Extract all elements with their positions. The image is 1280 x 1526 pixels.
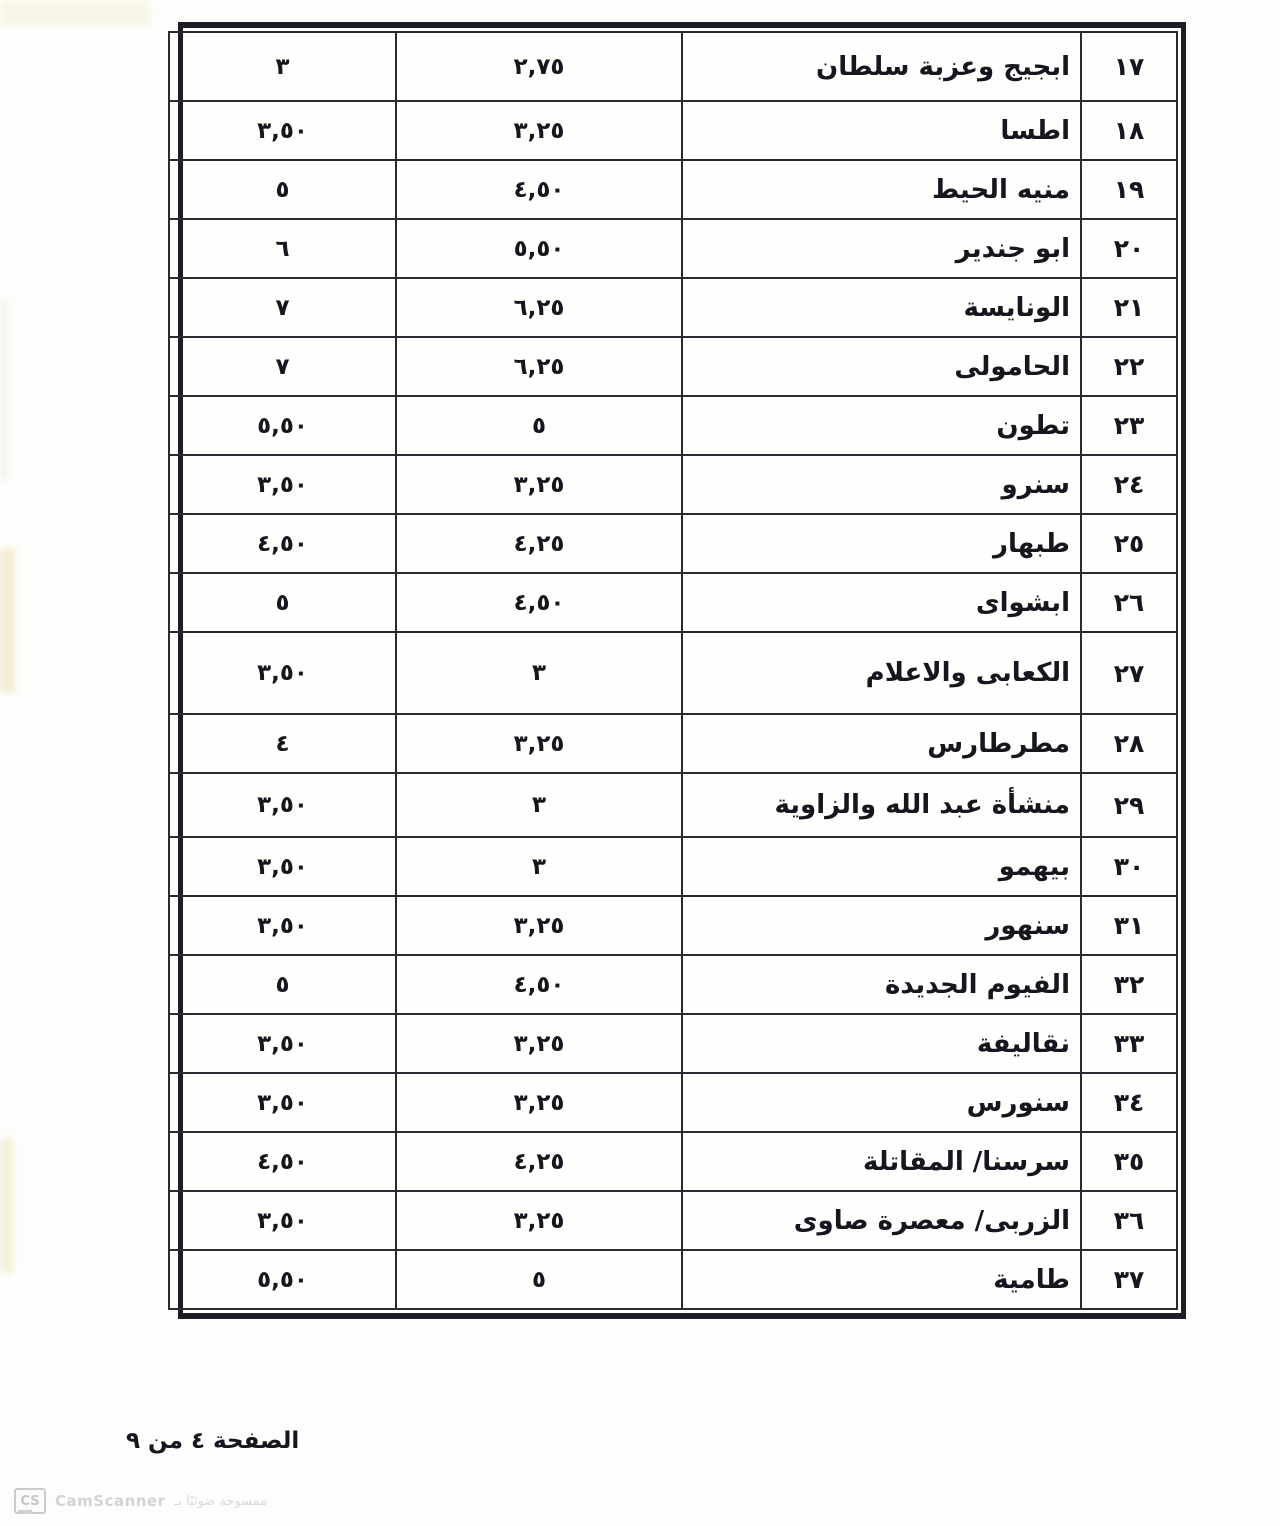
table-row (169, 1132, 1177, 1191)
value-cell-middle: ٤,٢٥ (396, 514, 682, 573)
table-row (169, 955, 1177, 1014)
value-cell-left: ٣,٥٠ (169, 837, 396, 896)
table-row (169, 160, 1177, 219)
row-number-cell: ٢٨ (1081, 714, 1177, 773)
scan-artifact (0, 548, 15, 693)
row-number-cell: ٣٣ (1081, 1014, 1177, 1073)
value-cell-middle: ٢,٧٥ (396, 32, 682, 101)
village-name-cell: الونايسة (682, 278, 1081, 337)
row-number-cell: ٢٣ (1081, 396, 1177, 455)
village-name-cell: سرسنا/ المقاتلة (682, 1132, 1081, 1191)
value-cell-middle: ٣,٢٥ (396, 714, 682, 773)
row-number-cell: ١٩ (1081, 160, 1177, 219)
value-cell-left: ٤ (169, 714, 396, 773)
village-name-cell: سنهور (682, 896, 1081, 955)
village-name-cell: ابو جندير (682, 219, 1081, 278)
table-row (169, 632, 1177, 714)
row-number-cell: ٢٩ (1081, 773, 1177, 837)
value-cell-middle: ٣,٢٥ (396, 455, 682, 514)
row-number-cell: ٣٦ (1081, 1191, 1177, 1250)
value-cell-left: ٣,٥٠ (169, 1191, 396, 1250)
value-cell-middle: ٣ (396, 773, 682, 837)
row-number-cell: ١٨ (1081, 101, 1177, 160)
table-row (169, 278, 1177, 337)
value-cell-middle: ٣ (396, 837, 682, 896)
rates-table (178, 22, 1186, 1319)
village-name-cell: الحامولى (682, 337, 1081, 396)
value-cell-middle: ٣,٢٥ (396, 1073, 682, 1132)
row-number-cell: ٣٤ (1081, 1073, 1177, 1132)
value-cell-middle: ٤,٥٠ (396, 573, 682, 632)
table-row (169, 1250, 1177, 1309)
camscanner-watermark (14, 1488, 267, 1514)
row-number-cell: ١٧ (1081, 32, 1177, 101)
table-row (169, 32, 1177, 101)
table-row (169, 337, 1177, 396)
table-row (169, 896, 1177, 955)
value-cell-middle: ٤,٥٠ (396, 160, 682, 219)
village-name-cell: منيه الحيط (682, 160, 1081, 219)
value-cell-middle: ٦,٢٥ (396, 278, 682, 337)
value-cell-left: ٣,٥٠ (169, 1073, 396, 1132)
value-cell-left: ٣,٥٠ (169, 455, 396, 514)
value-cell-middle: ٣,٢٥ (396, 896, 682, 955)
table-row (169, 101, 1177, 160)
table-row (169, 396, 1177, 455)
table-row (169, 837, 1177, 896)
row-number-cell: ٣٥ (1081, 1132, 1177, 1191)
table-row (169, 714, 1177, 773)
scan-artifact (0, 300, 8, 480)
value-cell-middle: ٥ (396, 1250, 682, 1309)
value-cell-middle: ٣,٢٥ (396, 1191, 682, 1250)
value-cell-left: ٣,٥٠ (169, 773, 396, 837)
village-name-cell: طبهار (682, 514, 1081, 573)
value-cell-left: ٣ (169, 32, 396, 101)
village-name-cell: الفيوم الجديدة (682, 955, 1081, 1014)
value-cell-left: ٥,٥٠ (169, 1250, 396, 1309)
value-cell-left: ٣,٥٠ (169, 632, 396, 714)
value-cell-middle: ٦,٢٥ (396, 337, 682, 396)
rates-table-grid (168, 31, 1178, 1310)
village-name-cell: ابجيج وعزبة سلطان (682, 32, 1081, 101)
value-cell-left: ٥ (169, 573, 396, 632)
value-cell-left: ٤,٥٠ (169, 1132, 396, 1191)
row-number-cell: ٢٠ (1081, 219, 1177, 278)
row-number-cell: ٢٥ (1081, 514, 1177, 573)
value-cell-left: ٧ (169, 337, 396, 396)
table-body (169, 32, 1177, 1309)
row-number-cell: ٢٧ (1081, 632, 1177, 714)
village-name-cell: طامية (682, 1250, 1081, 1309)
value-cell-left: ٧ (169, 278, 396, 337)
row-number-cell: ٣١ (1081, 896, 1177, 955)
value-cell-middle: ٣ (396, 632, 682, 714)
value-cell-middle: ٥ (396, 396, 682, 455)
value-cell-left: ٣,٥٠ (169, 896, 396, 955)
value-cell-middle: ٣,٢٥ (396, 101, 682, 160)
value-cell-left: ٣,٥٠ (169, 101, 396, 160)
value-cell-left: ٤,٥٠ (169, 514, 396, 573)
row-number-cell: ٢٢ (1081, 337, 1177, 396)
village-name-cell: اطسا (682, 101, 1081, 160)
village-name-cell: تطون (682, 396, 1081, 455)
camscanner-logo-icon: CS (14, 1488, 46, 1514)
value-cell-left: ٥,٥٠ (169, 396, 396, 455)
village-name-cell: الزربى/ معصرة صاوى (682, 1191, 1081, 1250)
page-number-label: الصفحة ٤ من ٩ (126, 1428, 300, 1454)
value-cell-left: ٥ (169, 160, 396, 219)
table-row (169, 573, 1177, 632)
value-cell-middle: ٥,٥٠ (396, 219, 682, 278)
watermark-note-text: ممسوحة ضوئيًا بـ (174, 1493, 268, 1509)
village-name-cell: ابشواى (682, 573, 1081, 632)
value-cell-middle: ٤,٢٥ (396, 1132, 682, 1191)
row-number-cell: ٣٠ (1081, 837, 1177, 896)
value-cell-left: ٥ (169, 955, 396, 1014)
value-cell-left: ٣,٥٠ (169, 1014, 396, 1073)
village-name-cell: بيهمو (682, 837, 1081, 896)
table-row (169, 514, 1177, 573)
village-name-cell: مطرطارس (682, 714, 1081, 773)
row-number-cell: ٣٧ (1081, 1250, 1177, 1309)
value-cell-middle: ٤,٥٠ (396, 955, 682, 1014)
village-name-cell: سنورس (682, 1073, 1081, 1132)
table-row (169, 1191, 1177, 1250)
table-row (169, 219, 1177, 278)
row-number-cell: ٢٦ (1081, 573, 1177, 632)
value-cell-middle: ٣,٢٥ (396, 1014, 682, 1073)
watermark-brand-text: CamScanner (55, 1492, 166, 1510)
table-row (169, 1073, 1177, 1132)
table-row (169, 1014, 1177, 1073)
row-number-cell: ٣٢ (1081, 955, 1177, 1014)
village-name-cell: الكعابى والاعلام (682, 632, 1081, 714)
value-cell-left: ٦ (169, 219, 396, 278)
village-name-cell: منشأة عبد الله والزاوية (682, 773, 1081, 837)
table-row (169, 455, 1177, 514)
table-row (169, 773, 1177, 837)
village-name-cell: سنرو (682, 455, 1081, 514)
scan-artifact (0, 1138, 13, 1273)
row-number-cell: ٢٤ (1081, 455, 1177, 514)
village-name-cell: نقاليفة (682, 1014, 1081, 1073)
row-number-cell: ٢١ (1081, 278, 1177, 337)
scan-artifact (0, 0, 150, 26)
